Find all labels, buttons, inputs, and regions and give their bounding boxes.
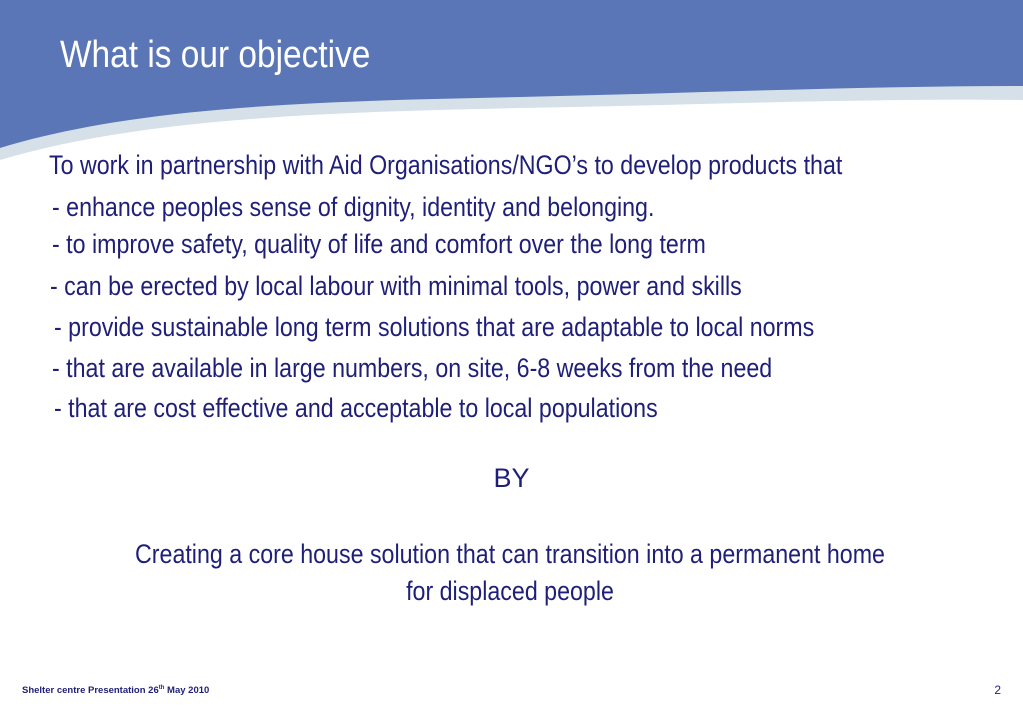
page-number: 2: [994, 683, 1001, 697]
conclusion-text: Creating a core house solution that can transition into a permanent home for displaced people: [135, 539, 885, 606]
by-connector: BY: [493, 463, 530, 493]
footer-text-end: May 2010: [164, 685, 210, 696]
objective-bullet: - provide sustainable long term solutions that are adaptable to local norms: [54, 312, 815, 342]
footer-superscript: th: [158, 685, 165, 691]
slide-title: What is our objective: [60, 34, 371, 76]
header-banner: [0, 0, 1023, 160]
objective-bullet: - can be erected by local labour with minimal tools, power and skills: [50, 271, 742, 301]
intro-text: To work in partnership with Aid Organisations/NGO’s to develop products that: [49, 150, 843, 180]
footer-text-start: Shelter centre Presentation 26: [22, 685, 159, 696]
objective-bullet: - enhance peoples sense of dignity, identity and belonging.: [52, 192, 655, 222]
objective-bullet: - to improve safety, quality of life and comfort over the long term: [52, 229, 706, 259]
objective-bullet: - that are cost effective and acceptable to local populations: [54, 393, 658, 423]
footer-caption: [22, 685, 209, 696]
objective-bullet: - that are available in large numbers, on site, 6-8 weeks from the need: [52, 353, 773, 383]
